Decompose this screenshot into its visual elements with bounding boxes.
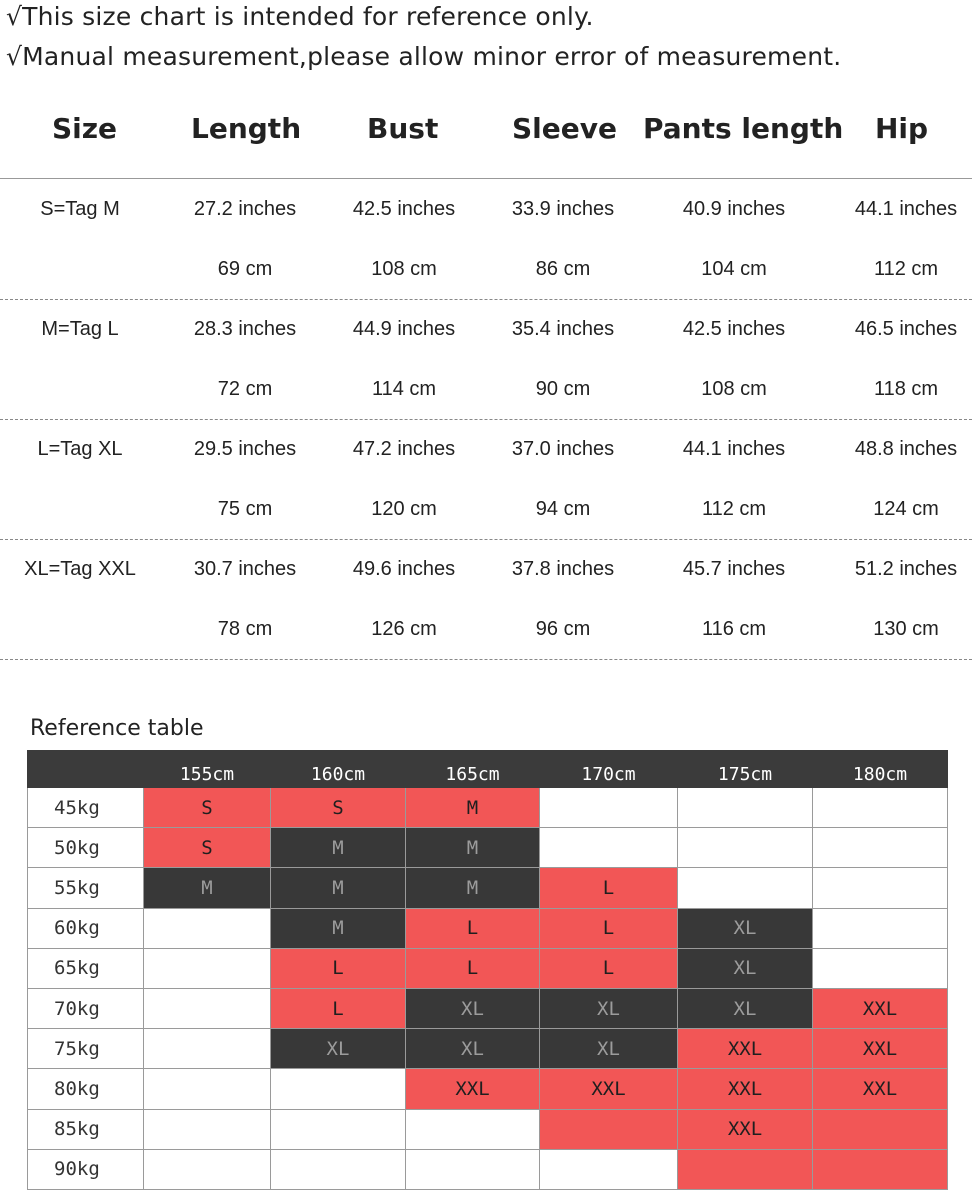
size-row [0, 420, 972, 540]
size-row [0, 180, 972, 300]
measure-cm: 124 cm [873, 498, 939, 520]
size-cell: L [540, 908, 678, 948]
measure-cm: 108 cm [371, 258, 437, 280]
size-cell [144, 988, 271, 1028]
height-header: 160cm [271, 751, 406, 788]
size-cell [813, 908, 948, 948]
size-cell [813, 788, 948, 828]
size-cell [271, 1069, 406, 1109]
size-cell: L [271, 948, 406, 988]
size-cell: L [540, 948, 678, 988]
size-cell: XL [406, 988, 540, 1028]
header-hip: Hip [875, 112, 929, 145]
size-cell [678, 1149, 813, 1189]
table-row [28, 988, 948, 1028]
measure-cm: 112 cm [701, 498, 767, 520]
measure-cm: 130 cm [873, 618, 939, 640]
size-cell [144, 1109, 271, 1149]
measure-inches: 44.1 inches [854, 198, 958, 220]
measure-cm: 118 cm [873, 378, 939, 400]
measure-cm: 96 cm [535, 618, 591, 640]
size-cell: L [406, 908, 540, 948]
size-cell [678, 788, 813, 828]
reference-note: √This size chart is intended for reference only. [6, 2, 594, 31]
size-cell [540, 788, 678, 828]
size-cell [144, 1029, 271, 1069]
measure-inches: 37.0 inches [511, 438, 615, 460]
table-row [28, 1069, 948, 1109]
size-cell: XL [540, 1029, 678, 1069]
weight-label: 65kg [28, 948, 144, 988]
weight-label: 55kg [28, 868, 144, 908]
size-cell [813, 828, 948, 868]
weight-label: 75kg [28, 1029, 144, 1069]
size-cell [813, 1109, 948, 1149]
measure-inches: 40.9 inches [682, 198, 786, 220]
size-cell: XXL [678, 1029, 813, 1069]
height-header: 165cm [406, 751, 540, 788]
weight-label: 60kg [28, 908, 144, 948]
size-cell: XXL [813, 1029, 948, 1069]
measure-inches: 49.6 inches [352, 558, 456, 580]
size-cell [540, 1109, 678, 1149]
measure-cm: 104 cm [701, 258, 767, 280]
measure-cm: 114 cm [371, 378, 437, 400]
size-cell: S [144, 828, 271, 868]
size-cell: XXL [813, 1069, 948, 1109]
height-header: 155cm [144, 751, 271, 788]
measure-inches: 46.5 inches [854, 318, 958, 340]
reference-table-title: Reference table [30, 716, 204, 741]
size-cell [540, 828, 678, 868]
table-row [28, 868, 948, 908]
weight-label: 45kg [28, 788, 144, 828]
size-cell: XL [406, 1029, 540, 1069]
size-cell: M [271, 828, 406, 868]
size-cell: M [406, 788, 540, 828]
size-cell: S [271, 788, 406, 828]
measure-inches: 42.5 inches [682, 318, 786, 340]
size-cell: L [406, 948, 540, 988]
corner-cell [28, 751, 144, 788]
size-cell: XL [271, 1029, 406, 1069]
table-row [28, 788, 948, 828]
size-cell: M [406, 828, 540, 868]
size-row [0, 540, 972, 660]
measure-inches: 30.7 inches [193, 558, 297, 580]
header-size: Size [52, 112, 118, 145]
measure-inches: 29.5 inches [193, 438, 297, 460]
size-cell: XL [540, 988, 678, 1028]
size-cell: XXL [678, 1109, 813, 1149]
measure-cm: 86 cm [535, 258, 591, 280]
measure-inches: 51.2 inches [854, 558, 958, 580]
measure-cm: 78 cm [217, 618, 273, 640]
size-cell [406, 1149, 540, 1189]
weight-label: 70kg [28, 988, 144, 1028]
height-header: 180cm [813, 751, 948, 788]
size-cell [678, 828, 813, 868]
size-label: L=Tag XL [37, 438, 123, 460]
weight-label: 50kg [28, 828, 144, 868]
size-cell: XXL [678, 1069, 813, 1109]
size-cell [813, 948, 948, 988]
size-cell [540, 1149, 678, 1189]
size-label: XL=Tag XXL [24, 558, 136, 580]
measure-inches: 44.9 inches [352, 318, 456, 340]
measurement-note: √Manual measurement,please allow minor error of measurement. [6, 42, 842, 71]
measure-inches: 47.2 inches [352, 438, 456, 460]
size-label: M=Tag L [41, 318, 119, 340]
measure-cm: 116 cm [701, 618, 767, 640]
size-cell: M [271, 868, 406, 908]
measure-inches: 27.2 inches [193, 198, 297, 220]
header-pants-length: Pants length [643, 112, 844, 145]
size-cell: M [271, 908, 406, 948]
measure-cm: 90 cm [535, 378, 591, 400]
size-cell: XL [678, 948, 813, 988]
size-cell: XXL [813, 988, 948, 1028]
size-cell [144, 1149, 271, 1189]
header-sleeve: Sleeve [512, 112, 617, 145]
measure-inches: 28.3 inches [193, 318, 297, 340]
measure-inches: 37.8 inches [511, 558, 615, 580]
size-cell [678, 868, 813, 908]
measure-inches: 48.8 inches [854, 438, 958, 460]
table-row [28, 1029, 948, 1069]
table-row [28, 828, 948, 868]
reference-table [27, 750, 948, 1190]
header-divider [0, 178, 972, 179]
measure-cm: 75 cm [217, 498, 273, 520]
size-cell [813, 1149, 948, 1189]
table-row [28, 1149, 948, 1189]
weight-label: 80kg [28, 1069, 144, 1109]
measure-cm: 94 cm [535, 498, 591, 520]
measure-cm: 112 cm [873, 258, 939, 280]
measure-cm: 72 cm [217, 378, 273, 400]
size-cell: XXL [540, 1069, 678, 1109]
size-cell [813, 868, 948, 908]
size-cell: XL [678, 908, 813, 948]
size-cell: L [271, 988, 406, 1028]
size-label: S=Tag M [40, 198, 120, 220]
size-cell [144, 908, 271, 948]
height-header: 175cm [678, 751, 813, 788]
measure-cm: 69 cm [217, 258, 273, 280]
weight-label: 85kg [28, 1109, 144, 1149]
measure-inches: 33.9 inches [511, 198, 615, 220]
measure-cm: 108 cm [701, 378, 767, 400]
size-cell [144, 1069, 271, 1109]
header-bust: Bust [367, 112, 439, 145]
size-cell [271, 1149, 406, 1189]
size-cell: M [144, 868, 271, 908]
size-cell: S [144, 788, 271, 828]
measure-inches: 35.4 inches [511, 318, 615, 340]
size-cell [144, 948, 271, 988]
size-cell [406, 1109, 540, 1149]
size-cell: XXL [406, 1069, 540, 1109]
size-cell: XL [678, 988, 813, 1028]
row-divider [0, 659, 972, 660]
measure-inches: 45.7 inches [682, 558, 786, 580]
table-row [28, 1109, 948, 1149]
header-length: Length [191, 112, 302, 145]
table-row [28, 948, 948, 988]
size-cell: M [406, 868, 540, 908]
weight-label: 90kg [28, 1149, 144, 1189]
measure-inches: 42.5 inches [352, 198, 456, 220]
height-header: 170cm [540, 751, 678, 788]
size-cell: L [540, 868, 678, 908]
size-row [0, 300, 972, 420]
measure-inches: 44.1 inches [682, 438, 786, 460]
table-row [28, 908, 948, 948]
measure-cm: 126 cm [371, 618, 437, 640]
measure-cm: 120 cm [371, 498, 437, 520]
size-cell [271, 1109, 406, 1149]
